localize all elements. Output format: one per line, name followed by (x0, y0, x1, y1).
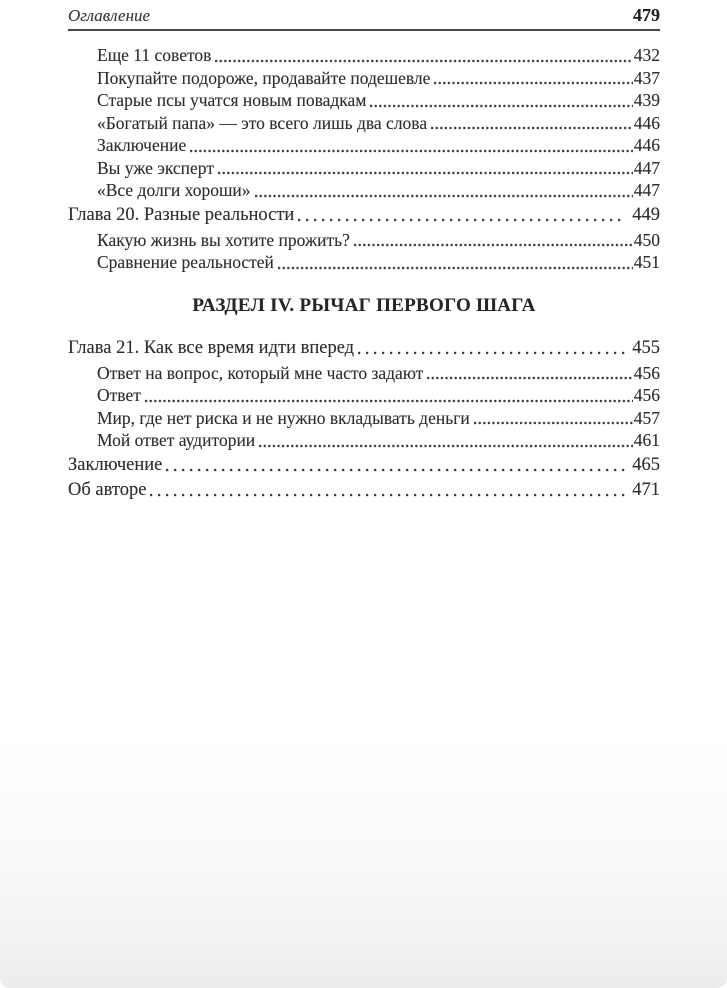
running-head-title: Оглавление (68, 6, 151, 25)
toc-entry-title: Вы уже эксперт (97, 157, 214, 178)
toc-entry (68, 384, 660, 407)
dot-leader (431, 125, 633, 131)
dot-leader (370, 103, 632, 109)
toc-entry-title: Глава 21. Как все время идти вперед (68, 337, 355, 358)
dot-leader (474, 420, 633, 426)
toc-entry-title: Заключение (97, 135, 187, 155)
toc-entry-title: Об авторе (68, 479, 147, 500)
toc-entry (68, 429, 660, 452)
toc-entry-title: Ответ (97, 385, 141, 405)
toc-entry (68, 362, 660, 385)
dot-leader (358, 350, 626, 356)
toc-entry-page-number: 446 (633, 112, 660, 133)
toc-entry (68, 112, 660, 135)
toc-entry-page-number: 437 (633, 67, 660, 88)
toc-entry-page-number: 439 (633, 90, 660, 110)
toc-entry (68, 479, 660, 502)
toc-entry-title: Ответ на вопрос, который мне часто задают (97, 362, 424, 383)
toc-entry-title: Заключение (68, 454, 163, 475)
dot-leader (427, 375, 632, 381)
toc-entry-title: Еще 11 советов (97, 45, 212, 65)
toc-entry-title: «Все долги хороши» (97, 180, 251, 200)
toc-entry (68, 454, 660, 477)
toc-entry (68, 204, 660, 227)
dot-leader (218, 170, 633, 176)
toc-entry-page-number: 450 (633, 229, 660, 250)
toc-entry-title: Мой ответ аудитории (97, 430, 256, 450)
toc-entry-page-number: 471 (632, 479, 660, 500)
table-of-contents (68, 44, 660, 502)
toc-entry-page-number: 457 (633, 407, 660, 428)
toc-entry-page-number: 447 (633, 180, 660, 200)
dot-leader (278, 265, 633, 271)
toc-entry (68, 251, 660, 274)
toc-entry (68, 229, 660, 252)
toc-entry-page-number: 449 (632, 204, 660, 225)
dot-leader (434, 80, 632, 86)
toc-entry-page-number: 465 (632, 454, 660, 475)
toc-entry-page-number: 446 (633, 135, 660, 155)
toc-entry-page-number: 461 (633, 430, 660, 450)
toc-entry-page-number: 447 (633, 157, 660, 178)
toc-entry (68, 407, 660, 430)
dot-leader (166, 467, 626, 473)
dot-leader (354, 242, 633, 248)
dot-leader (150, 492, 626, 498)
toc-entry (68, 67, 660, 90)
dot-leader (298, 217, 626, 223)
toc-entry-title: Мир, где нет риска и не нужно вкладывать деньги (97, 407, 470, 428)
dot-leader (259, 443, 633, 449)
toc-entry (68, 44, 660, 67)
toc-entry-title: Сравнение реальностей (97, 252, 274, 272)
toc-entry (68, 179, 660, 202)
dot-leader (190, 148, 633, 154)
toc-entry-page-number: 456 (633, 362, 660, 383)
toc-entry (68, 337, 660, 360)
toc-entry-page-number: 455 (632, 337, 660, 358)
toc-entry-title: Глава 20. Разные реальности (68, 204, 295, 225)
toc-entry (68, 134, 660, 157)
dot-leader (255, 193, 633, 199)
toc-entry-title: Какую жизнь вы хотите прожить? (97, 229, 350, 250)
toc-entry (68, 157, 660, 180)
section-heading: РАЗДЕЛ IV. РЫЧАГ ПЕРВОГО ШАГА (192, 294, 536, 316)
dot-leader (215, 58, 632, 64)
toc-entry (68, 89, 660, 112)
dot-leader (145, 398, 633, 404)
toc-entry-page-number: 456 (633, 385, 660, 405)
toc-entry-title: Покупайте подороже, продавайте подешевле (97, 67, 431, 88)
running-head (68, 0, 660, 31)
toc-entry-page-number: 432 (633, 45, 660, 65)
running-head-page-number: 479 (633, 5, 660, 25)
toc-entry-page-number: 451 (633, 252, 660, 272)
toc-entry-title: Старые псы учатся новым повадкам (97, 90, 367, 110)
toc-entry-title: «Богатый папа» — это всего лишь два слова (97, 112, 428, 133)
